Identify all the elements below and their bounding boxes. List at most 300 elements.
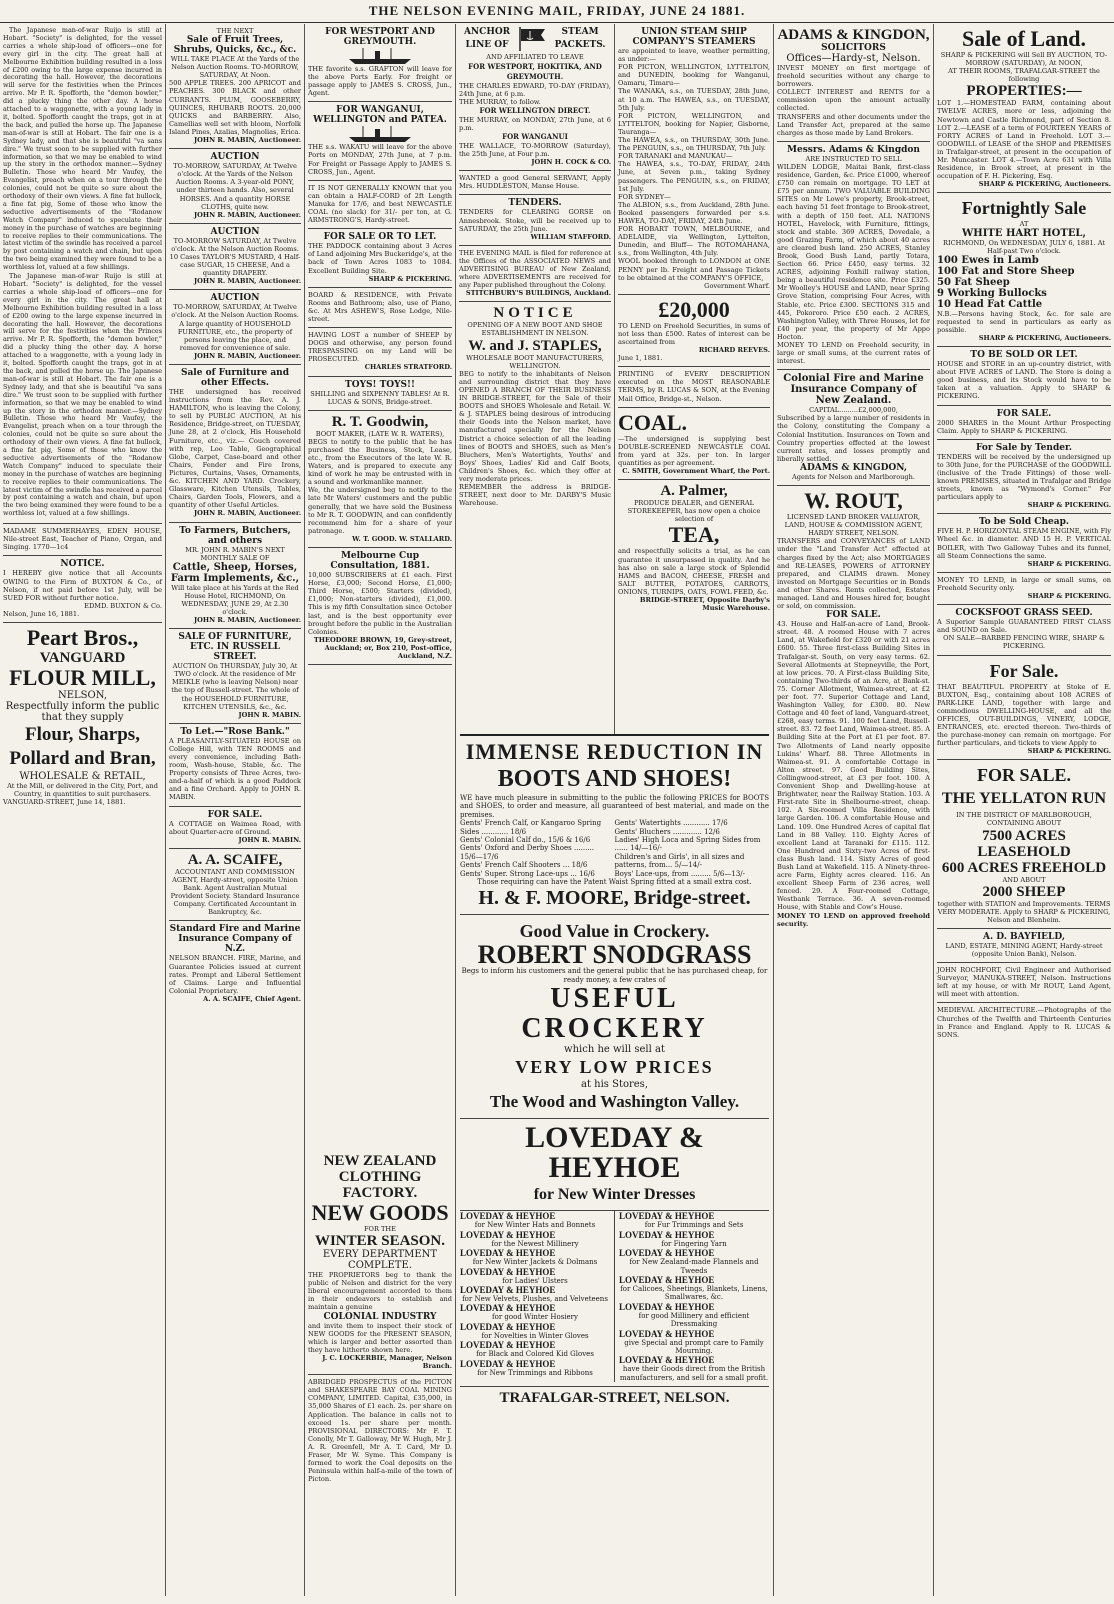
farmers-signature: JOHN R. MABIN, Auctioneer. — [194, 616, 301, 625]
loveday-item: for Ladies' Ulsters — [502, 1276, 568, 1285]
tenders-heading: TENDERS. — [508, 198, 562, 209]
snodgrass-heading: ROBERT SNODGRASS — [477, 940, 752, 970]
loveday-item: for the Newest Millinery — [491, 1239, 579, 1248]
notice-ad — [3, 556, 162, 623]
auction-2-text: TO-MORROW SATURDAY, At Twelve o'clock. At the Nelson Auction Rooms. 10 Cases TAYLOR'S MUSTARD, 4 Half-case SUGAR, 15 CHEESE, And a quantity DRAPERY. — [169, 236, 301, 278]
peart-ad — [3, 623, 162, 810]
sale-furniture-ad — [169, 629, 301, 724]
nzc-colonial: COLONIAL INDUSTRY — [323, 1311, 437, 1322]
fortnightly-note: N.B.—Persons having Stock, &c. for sale are requested to send in particulars as early as possible. — [937, 309, 1111, 334]
farmers-heading: To Farmers, Butchers, and others — [179, 525, 291, 546]
standard-signature: A. A. SCAIFE, Chief Agent. — [203, 994, 301, 1003]
union-route-1: FOR PICTON, WELLINGTON, LYTTELTON, and DUNEDIN, booking for Wanganui, Oamaru, Timaru— — [618, 63, 770, 88]
snodgrass-sell: which he will sell at — [564, 1044, 665, 1056]
standard-heading: Standard Fire and Marine Insurance Company of N.Z. — [169, 924, 301, 955]
fruit-when: WILL TAKE PLACE At the Yards of the Nelson Auction Rooms. TO-MORROW, SATURDAY, At Noon. — [170, 55, 300, 80]
boots-intro: WE have much pleasure in submitting to the public the following PRICES for BOOTS and SHOES, to order and measure, all guaranteed of best material, and made on the premises. — [460, 794, 769, 819]
yellaton-and-about: AND ABOUT — [1002, 875, 1046, 884]
fortnightly-sale-ad — [937, 193, 1111, 347]
ak-sell-ad — [777, 142, 930, 370]
nzc-every-dept: EVERY DEPARTMENT COMPLETE. — [322, 1249, 438, 1272]
rochfort-ad — [937, 963, 1111, 1003]
sold-let-heading: TO BE SOLD OR LET. — [970, 350, 1078, 361]
nzc-signature: J. C. LOCKERBIE, Manager, Nelson Branch. — [322, 1353, 452, 1371]
very-low-prices: VERY LOW PRICES — [515, 1057, 714, 1078]
wanganui-ad — [308, 102, 452, 180]
nzc-for-the: FOR THE — [363, 1225, 396, 1233]
fortnightly-hotel: WHITE HART HOTEL, — [962, 227, 1086, 239]
paddock-text: THE PADDOCK containing about 3 Acres of Land adjoining Mrs Buckeridge's, at the back of Town Acres 1083 to 1084. Excellent Building Site. — [308, 242, 452, 275]
union-signature: Government Wharf. — [704, 281, 770, 290]
crockery-heading: Good Value in Crockery. — [519, 921, 710, 942]
price-line: Gents' Colonial Calf do., 15/6 & 16/6 — [460, 836, 591, 845]
peart-wholesale: WHOLESALE & RETAIL, — [19, 771, 146, 783]
scaife-text: ACCOUNTANT AND COMMISSION AGENT, Hardy-street, opposite Union Bank. Agent Australian Mutual Provident Society. Standard Insurance Company. Certificated Accountant in Bankruptcy, &c. — [170, 867, 300, 917]
rout-list: 43. House and Half-an-acre of Land, Brook-street. 48. A roomed House with 7 acres Land, at Wakefield for £320 or with 21 acres £600. 55. Three first-class Building Sites in Trafalgar-st. South, on very easy terms. 62. Several Allotments at Stepneyville, the Port, at low prices. 70. A First-class Building Site, containing Two-thirds of an Acre, at Bank-st. 75. Corner Allotment, Waimea-street, at £2 per foot. 77. Superior Cottage and Land, Washington Valley, for £300. 80. New Cottage and 40 feet of land, Vanguard-street, £268, easy terms. 91. 100 feet Land, Russell-street. 83. 72 feet Land, Waimea-street. 85. A Building Site at the Port at £1 per foot. 87. Two Allotments of Land nearly opposite Lukins' Wharf. 88. Three Allotments in Waimea-st. 91. A comfortable Cottage in Alton street. 97. Good Building Sites, Collingwood-street, at £3 per foot. 100. A Convenient Shop and Dwelling-house at Brightwater, near the Railway Station. 103. A First-rate Site in Shelbourne-street, cheap. 102. A Six-roomed Villa Residence, with large Garden. 106. A comfortable House and Land. 109. One Hundred Acres of capital flat Land in 88 Valley. 110. Eighty Acres of excellent Land at Taranaki for £115. 112. One Hundred and Sixty-two Acres of first-class Bush land. 114. Sixty Acres of good Bush Land at Wakefield. 115. A Ninety-three-acre Farm, Eighty acres cleared. 116. An excellent Sheep Farm of 236 acres, well fenced. 29. A Four-roomed Cottage, Westbank Terrace. 36. A seven-roomed House, with Stable and Cow's House. — [777, 620, 930, 912]
wanganui-text: THE s.s. WAKATU will leave for the above Ports on MONDAY, 27th June, at 7 p.m. For Freight or Passage Apply to JAMES S. CROSS, Jun., Agent. — [308, 143, 452, 176]
cf-heading: Colonial Fire and Marine Insurance Company of New Zealand. — [783, 373, 924, 407]
madame-text: MADAME SUMMERHAYES, EDEN HOUSE, Nile-street East, Teacher of Piano, Organ, and Singing. 1770—1c4 — [3, 527, 162, 552]
board-text: BOARD & RESIDENCE, with Private Rooms and Bathroom; also, use of Piano, &c. At Mrs ASHEW'S, Rose Lodge, Nile-street. — [308, 290, 452, 323]
loveday-name: LOVEDAY & HEYHOE — [460, 1284, 556, 1295]
ak2-heading: Messrs. Adams & Kingdon — [787, 144, 920, 155]
loveday-item: have their Goods direct from the British manufacturers, and sell for a small profit. — [619, 1365, 769, 1382]
madame-ad — [3, 524, 162, 556]
yellaton-sheep: 2000 SHEEP — [982, 883, 1066, 900]
loveday-name: LOVEDAY & HEYHOE — [619, 1211, 715, 1222]
loveday-name: LOVEDAY & HEYHOE — [460, 1248, 556, 1259]
rout-text: TRANSFERS and CONVEYANCES of LAND under the "Land Transfer Act" effected at charges fixed by the Act; also MORTGAGES and RE-LEASES, POWERS of ATTORNEY prepared, and CLAIMS drawn. Money invested on Mortgage Securities or in Bonds and other Shares. Rents collected, Estates managed. Land and Houses hired for, bought or sold, on commission. — [777, 537, 930, 611]
auction-1-ad — [169, 149, 301, 224]
armstrong-text: IT IS NOT GENERALLY KNOWN that you can obtain a HALF-CORD of 2ft Length Manuka for 17/6, and best NEWCASTLE COAL (no slack) for 31/- per ton, at G. ARMSTRONG'S, Hardy-street. — [308, 183, 452, 225]
coal-company-text: ABRIDGED PROSPECTUS of the PICTON and SHAKESPEARE BAY COAL MINING COMPANY, LIMITED. Capital, £35,000, in 35,000 Shares of £1 each. 2s. per share on Application. The balance in calls not to exceed 1s. per share per month. PROVISIONAL DIRECTORS: Mr F. T. Conolly, Mr T. Galloway, Mr W. Hugh, Mr J. A. R. Greenfell, Mr A. T. Card, Mr D. Fraser, Mr W. Syme. This Company is formed to work the Coal deposits on the Peninsula within half-a-mile of the town of Picton. — [308, 1378, 452, 1484]
steamship-icon — [345, 125, 415, 143]
peart-delivery: At the Mill, or delivered in the City, Port, and Country, in quantities to suit purchasers. — [7, 782, 158, 799]
tender-text: TENDERS will be received by the undersigned up to 30th June, for the PURCHASE of the GOODWILL (inclusive of the Trade Fittings) of those well-known PREMISES, situated in Trafalgar and Bridge streets, known as "Wymond's Corner." For particulars apply to — [937, 452, 1111, 502]
rout-for-sale: FOR SALE. — [826, 610, 881, 621]
union-steamship-ad — [618, 24, 770, 295]
loveday-name: LOVEDAY & HEYHOE — [460, 1266, 556, 1277]
loan-signature: RICHARD REEVES. — [698, 346, 770, 355]
loveday-address: TRAFALGAR-STREET, NELSON. — [460, 1386, 769, 1406]
furniture-ad — [169, 365, 301, 523]
bayfield-text: LAND, ESTATE, MINING AGENT, Hardy-street (opposite Union Bank), Nelson. — [945, 941, 1103, 958]
anchor-sailing-4: THE WALLACE, TO-MORROW (Saturday), the 25th June, at Four p.m. — [459, 141, 611, 159]
union-sailing-2: The HAWEA, s.s., on THURSDAY, 30th June. The PENGUIN, s.s., on THURSDAY, 7th July. — [618, 136, 770, 153]
stock-line: 50 Fat Sheep — [937, 276, 1010, 288]
melbourne-cup-text: 10,000 SUBSCRIBERS at £1 each. First Horse, £3,000; Second Horse, £1,000; Third Horse, £500; Starters (divided), £1,000; Non-starters (divided), £1,000. This is my fifth Consultation since October last, and is the best opportunity ever brought before the public in the Australian Colonies. — [308, 571, 452, 636]
furniture-heading: Sale of Furniture and other Effects. — [180, 368, 290, 388]
sale-land-heading: Sale of Land. — [961, 26, 1087, 51]
stock-line: 100 Ewes in Lamb — [937, 254, 1039, 266]
cocksfoot-heading: COCKSFOOT GRASS SEED. — [955, 608, 1093, 619]
column-4 — [456, 24, 614, 732]
coal-signature: C. SMITH, Government Wharf, the Port. — [622, 467, 770, 476]
for-sale-text: A COTTAGE on Waimea Road, with about Quarter-acre of Ground. — [169, 819, 301, 836]
buxton-text: THAT BEAUTIFUL PROPERTY at Stoke of E. BUXTON, Esq., containing about 108 ACRES of PARK-LIKE LAND, together with large and commodious DWELLING-HOUSE, and all the OFFICES, OUT-BUILDINGS, VINERY, LODGE, ENTRANCES, etc. erected thereon. Two-thirds of the purchase-money can remain on mortgage. For further particulars, and tickets to view Apply to — [937, 682, 1111, 748]
westport-heading: FOR WESTPORT AND GREYMOUTH. — [325, 27, 435, 47]
medieval-text: MEDIEVAL ARCHITECTURE.—Photographs of the Churches of the Twelfth and Thirteenth Centuries in France and England. Apply to R. LUCAS & SONS. — [937, 1006, 1111, 1039]
column-2 — [166, 24, 304, 1596]
news-story — [3, 24, 162, 524]
goodwin-text: BEGS to notify to the public that he has purchased the Business, Stock, Lease, etc., from the Executors of the late W. R. Waters, and is prepared to execute any kind of work he may be entrusted with in a sound and workmanlike manner. — [308, 437, 452, 487]
nzc-text-2: and invite them to inspect their stock of NEW GOODS for the PRESENT SEASON, which is larger and better assorted than they have hitherto shown here. — [308, 1321, 452, 1354]
auction-2-signature: JOHN R. MABIN, Auctioneer. — [194, 277, 301, 286]
nzc-heading-2: CLOTHING FACTORY. — [338, 1169, 422, 1201]
loveday-item: for Black and Colored Kid Gloves — [476, 1350, 594, 1359]
snodgrass-address: The Wood and Washington Valley. — [489, 1092, 740, 1112]
rout-sub: LICENSED LAND BROKER VALUATOR, LAND, HOUSE & COMMISSION AGENT, — [784, 513, 923, 530]
loveday-item: for Novelties in Winter Gloves — [481, 1331, 589, 1340]
wide-ad-section — [456, 734, 773, 1596]
anchor-label: ANCHOR — [463, 27, 511, 37]
goodwin-text-2: We, the undersigned beg to notify to the late Mr Waters' customers and the public generally, that we have sold the Business to Mr R. T. GOODWIN, and can confidently recommend him for a share of your patronage. — [308, 486, 452, 535]
loveday-name: LOVEDAY & HEYHOE — [619, 1328, 715, 1339]
loveday-name: LOVEDAY & HEYHOE — [619, 1301, 715, 1312]
price-line: Gents' Super. Strong Lace-ups ... 16/6 — [460, 869, 595, 878]
masthead-title: THE NELSON EVENING MAIL, FRIDAY, JUNE 24 1881. — [368, 3, 746, 18]
union-heading: UNION STEAM SHIP COMPANY'S STEAMERS — [632, 27, 756, 47]
cf-capital: CAPITAL.........£2,000,000, — [809, 406, 898, 415]
furniture-text: THE undersigned has received instructions from the Rev. A. J. HAMILTON, who is leaving the Colony, to sell by PUBLIC AUCTION, At his Residence, Bridge-street, on TUESDAY, June 28, at 2 o'clock, His Household Furniture, etc., viz.— Couch covered with rep, Loo Table, Geographical Globe, Carpet, Case-board and other Chairs, Fender and Fire Irons, Pictures, Curtains, Vases, Ornaments, &c. KITCHEN AND YARD. Crockery, Glassware, Kitchen Utensils, Tables, Chairs, Garden Tools, Flowers, and a quantity of other Useful Articles. — [169, 388, 302, 510]
ak-heading: ADAMS & KINGDON, — [777, 27, 930, 43]
yellaton-leasehold: 7500 ACRES LEASEHOLD — [977, 827, 1071, 860]
staples-opening: OPENING OF A NEW BOOT AND SHOE ESTABLISHMENT IN NELSON. — [467, 321, 603, 338]
price-line: Ladies' High Loca and Spring Sides from ...... 14/—16/- — [614, 836, 761, 853]
loveday-right — [615, 1211, 770, 1382]
ak2-sub: ARE INSTRUCTED TO SELL — [805, 154, 902, 163]
medieval-ad — [937, 1003, 1111, 1042]
loveday-item: for Fingering Yarn — [661, 1239, 727, 1248]
yellaton-district: IN THE DISTRICT OF MARLBOROUGH, CONTAINING ABOUT — [956, 811, 1092, 828]
loan-text: TO LEND on Freehold Securities, in sums of not less than £500. Rates of interest can be ascertained from — [618, 321, 770, 346]
anchor-sub: AND AFFILIATED TO LEAVE — [486, 53, 584, 62]
cocksfoot-text: A Superior Sample GUARANTEED FIRST CLASS and SOUND on Sale. — [937, 618, 1111, 635]
notice-heading: NOTICE. — [60, 559, 105, 570]
loveday-name: LOVEDAY & HEYHOE — [460, 1321, 556, 1332]
furniture-signature: JOHN R. MABIN, Auctioneer. — [194, 509, 301, 518]
price-line: Children's and Girls', in all sizes and patterns, from... 5/—14/- — [614, 852, 745, 870]
shares-text: 2000 SHARES in the Mount Arthur Prospecting Claim. Apply to SHARP & PICKERING. — [937, 418, 1111, 435]
anchor-header — [459, 27, 611, 53]
column-1 — [0, 24, 165, 1596]
peart-nelson: NELSON, — [57, 690, 108, 702]
price-line: Gents' French Calf, or Kangaroo Spring Sides ............ 18/6 — [460, 819, 602, 836]
shares-heading: FOR SALE. — [996, 408, 1052, 419]
palmer-ad — [618, 480, 770, 616]
buxton-heading: For Sale. — [989, 660, 1059, 681]
rochfort-text: JOHN ROCHFORT, Civil Engineer and Authorised Surveyor, MANUKA-STREET, Nelson. Instructions left at my house, or with Mr ROUT, Land Agent, will meet with attention. — [937, 966, 1111, 999]
colonial-fire-ad — [777, 370, 930, 486]
anchor-dest: FOR WESTPORT, HOKITIKA, AND GREYMOUTH. — [468, 61, 602, 81]
union-wool: WOOL booked through to LONDON at ONE PENNY per lb. Freight and Passage Tickets to be obtained at the COMPANY'S OFFICE, — [618, 257, 770, 282]
loveday-item: for Calicoes, Sheetings, Blankets, Linens, Smallwares, &c. — [620, 1284, 768, 1302]
yellaton-ad — [937, 760, 1111, 929]
loveday-heyhoe-ad — [460, 1119, 769, 1410]
fortnightly-at: AT — [1019, 220, 1029, 229]
money-text: MONEY TO LEND, in large or small sums, on Freehold Security only. — [937, 575, 1111, 592]
staples-notice: NOTICE — [493, 305, 577, 322]
union-route-2: FOR PICTON, WELLINGTON, and LYTTELTON, booking for Napier, Gisborne, Tauranga— — [618, 111, 770, 136]
rout-heading: W. ROUT, — [804, 488, 903, 514]
snodgrass-intro: Begs to inform his customers and the general public that he has purchased cheap, for ready money, a few crates of — [461, 967, 768, 984]
loveday-item: for good Winter Hosiery — [492, 1313, 578, 1322]
tender-ad — [937, 440, 1111, 515]
palmer-intro: PRODUCE DEALER, and GENERAL STOREKEEPER, has now open a choice selection of — [627, 499, 761, 524]
for-sale-heading: FOR SALE. — [207, 809, 263, 820]
for-sale-ad — [169, 807, 301, 849]
servant-ad — [459, 171, 611, 195]
printing-ad — [618, 367, 770, 407]
sale-furniture-text: AUCTION On THURSDAY, July 30, At TWO o'clock. At the residence of Mr MEIKLE (who is leaving Nelson) near the top of Russell-street. The whole of the HOUSEHOLD FURNITURE, KITCHEN UTENSILS, &c., &c. — [171, 662, 299, 711]
immense-heading: IMMENSE REDUCTION IN — [465, 739, 764, 764]
price-line: Boys' Lace-ups, from ......... 5/6—13/- — [614, 869, 745, 878]
cf-signature: ADAMS & KINGDON, — [800, 462, 907, 473]
standard-text: NELSON BRANCH. FIRE, Marine, and Guarantee Policies issued at current rates. Prompt and Liberal Settlement of Claims. Large and Influential Colonial Proprietary. — [169, 954, 301, 995]
loveday-item: for New Winter Hats and Bonnets — [474, 1221, 596, 1230]
yellaton-freehold: 600 ACRES FREEHOLD — [941, 859, 1107, 876]
peart-heading: Peart Bros., — [26, 625, 139, 651]
sale-land-properties: PROPERTIES:— — [966, 83, 1082, 100]
clothing-factory-ad — [308, 1150, 452, 1375]
paddock-signature: SHARP & PICKERING. — [368, 274, 452, 283]
union-route-4: FOR SYDNEY— — [618, 192, 671, 201]
servant-text: WANTED a good General SERVANT, Apply Mrs. HUDDLESTON, Manse House. — [459, 174, 611, 191]
sold-cheap-signature: SHARP & PICKERING. — [1027, 559, 1111, 568]
cf-text: Subscribed by a large number of residents in the Colony, constituting the Company a Colonial Institution. Insurances on Town and Country properties effected at the lowest current rates, and losses promptly and liberally settled. — [777, 414, 930, 463]
loveday-name: LOVEDAY & HEYHOE — [619, 1355, 715, 1366]
loveday-item: for good Millinery and efficient Dressmaking — [638, 1311, 750, 1329]
auction-1-heading: AUCTION — [210, 152, 260, 163]
loveday-item: for New Trimmings and Ribbons — [477, 1368, 593, 1377]
anchor-sailing-2: THE MURRAY, to follow. — [459, 97, 541, 106]
fruit-trees-ad — [169, 24, 301, 149]
money-ad — [937, 573, 1111, 605]
board-ad — [308, 288, 452, 328]
fortnightly-when: RICHMOND, On WEDNESDAY, JULY 6, 1881. At Half-past Two o'clock. — [943, 238, 1105, 255]
stock-line: 100 Fat and Store Sheep — [937, 265, 1075, 277]
rout-money: MONEY TO LEND on approved freehold security. — [777, 911, 930, 928]
anchor-wanganui: FOR WANGANUI — [502, 131, 568, 141]
loveday-name: LOVEDAY & HEYHOE — [460, 1211, 556, 1222]
coal-heading: COAL. — [618, 409, 688, 435]
auction-3-signature: JOHN R. MABIN, Auctioneer. — [194, 351, 301, 360]
stock-line: 9 Working Bullocks — [937, 287, 1047, 299]
scaife-ad — [169, 849, 301, 922]
paddock-heading: FOR SALE OR TO LET. — [323, 232, 437, 243]
boots-price-table — [460, 819, 769, 878]
notice-text: I HEREBY give notice that all Accounts OWING to the Firm of BUXTON & Co., of Nelson, if not paid before 1st July, will be SUED FOR without further notice. — [3, 569, 162, 602]
sale-land-signature: SHARP & PICKERING, Auctioneers. — [978, 180, 1111, 189]
loveday-name: LOVEDAY & HEYHOE — [619, 1248, 715, 1259]
westport-text: THE favorite s.s. GRAFTON will leave for the above Ports Early. For freight or passage apply to JAMES S. CROSS, Jun., Agent. — [308, 65, 452, 98]
loveday-name: LOVEDAY & HEYHOE — [460, 1303, 556, 1314]
loveday-table — [460, 1210, 769, 1382]
adams-kingdon-ad — [777, 24, 930, 142]
goodwin-heading: R. T. Goodwin, — [331, 413, 429, 430]
steamship-icon — [345, 47, 415, 65]
auction-3-heading: AUCTION — [210, 293, 260, 304]
price-line: Gents' French Calf Shooters ... 18/6 — [460, 861, 588, 870]
tender-heading: For Sale by Tender. — [975, 442, 1073, 453]
fortnightly-list — [937, 255, 1111, 310]
fortnightly-heading: Fortnightly Sale — [961, 198, 1087, 219]
fortnightly-signature: SHARP & PICKERING, Auctioneers. — [978, 333, 1111, 342]
loveday-item: for New Zealand-made Flannels and Tweeds — [629, 1258, 759, 1275]
union-route-3: FOR TARANAKI and MANUKAU— — [618, 152, 733, 161]
melbourne-cup-signature: THEODORE BROWN, 19, Grey-street, Auckland; or, Box 210, Post-office, Auckland, N.Z. — [313, 635, 452, 660]
yellaton-terms: together with STATION and Improvements. TERMS VERY MODERATE. Apply to SHARP & PICKERING, Nelson and Blenheim. — [937, 899, 1111, 924]
boots-shoes-heading: BOOTS AND SHOES! — [497, 766, 732, 792]
price-line: Gents' Watertights ............ 17/6 — [614, 819, 728, 828]
masthead — [0, 0, 1114, 23]
prices-right — [615, 819, 770, 878]
auction-3-ad — [169, 290, 301, 365]
staples-heading: W. and J. STAPLES, — [468, 337, 602, 354]
tenders-ad — [459, 195, 611, 245]
to-let-ad — [169, 724, 301, 807]
boots-note: Those requiring can have the Patent Waist Spring fitted at a small extra cost. — [477, 878, 752, 887]
money-signature: SHARP & PICKERING. — [1027, 592, 1111, 601]
sold-cheap-heading: To be Sold Cheap. — [979, 517, 1069, 528]
fruit-signature: JOHN R. MABIN, Auctioneer. — [194, 136, 301, 145]
union-intro: are appointed to leave, weather permitting, as under:— — [618, 47, 770, 64]
peart-vanguard: VANGUARD — [39, 650, 126, 667]
coal-ad — [618, 408, 770, 480]
goodwin-signature: W. T. GOOD. W. STALLARD. — [352, 534, 452, 543]
ak-sub: SOLICITORS — [821, 43, 886, 53]
yellaton-heading: THE YELLATON RUN — [941, 790, 1107, 808]
fruit-list: 500 APPLE TREES. 200 APRICOT and PEACHES. 300 BLACK and other CURRANTS. PLUM, GOOSEBERRY, QUINCES, RHUBARB ROOTS. 20,000 QUICKS and BARBERRY. Also, Camellias well set with bloom, Norfolk Island Pines, Azalias, Magnolias, Erica. — [169, 79, 301, 136]
anchor-sailing-3: THE MURRAY, on MONDAY, 27th June, at 6 p.m. — [459, 115, 611, 132]
bayfield-ad — [937, 929, 1111, 963]
notice-date: Nelson, June 16, 1881. — [3, 609, 80, 618]
loveday-item: for Fur Trimmings and Sets — [644, 1221, 744, 1230]
bayfield-heading: A. D. BAYFIELD, — [983, 931, 1065, 942]
prices-left — [460, 819, 615, 878]
auction-1-text: TO-MORROW, SATURDAY, At Twelve o'clock. At the Yards of the Nelson Auction Rooms. A 3-year-old PONY, under thirteen hands. Also, several HORSES. And a quantity HORSE CLOTHS, quite new. — [173, 162, 297, 211]
column-6 — [774, 24, 933, 1596]
sold-cheap-text: FIVE H. P. HORIZONTAL STEAM ENGINE, with Fly Wheel &c. in diameter. AND 15 H. P. VERTICAL BOILER, with Two Galloway Tubes and its funnel, all Steam Connections the same. — [937, 527, 1111, 560]
column-3-lower — [305, 1150, 455, 1596]
union-sailing-4: The ALBION, s.s., from Auckland, 28th June. Booked passengers forwarded per s.s. HAWEA, TO-DAY, FRIDAY, 24th June. — [618, 200, 770, 225]
sheep-signature: CHARLES STRATFORD. — [364, 363, 452, 372]
peart-flour-mill: FLOUR MILL, — [9, 665, 156, 691]
toys-text: SHILLING and SIXPENNY TABLES! At R. LUCAS & SONS, Bridge-street. — [310, 389, 450, 406]
evening-mail-signature: STITCHBURY'S BUILDINGS, Auckland. — [465, 289, 611, 298]
loan-amount: £20,000 — [658, 296, 730, 322]
armstrong-ad — [308, 181, 452, 229]
anchor-sailing-1: THE CHARLES EDWARD, TO-DAY (FRIDAY), 24th June, at 6 p.m. — [459, 81, 611, 98]
coal-text: —The undersigned is supplying best DOUBLE-SCREENED NEWCASTLE COAL from yard at 32s. per ton. In larger quantities as per agreement. — [618, 434, 770, 467]
evening-mail-text: THE EVENING MAIL is filed for reference at the Offices of the ASSOCIATED NEWS and ADVERTISING BUREAU of New Zealand, where ADVERTISEMENTS are received for any Paper published throughout the Colony. — [459, 248, 611, 290]
loveday-left — [460, 1211, 615, 1382]
to-let-heading: To Let.—"Rose Bank." — [180, 726, 290, 737]
palmer-address: BRIDGE-STREET, Opposite Darby's Music Warehouse. — [639, 595, 770, 613]
for-sale-signature: JOHN R. MABIN. — [238, 835, 301, 844]
peart-pollard-bran: Pollard and Bran, — [9, 748, 156, 770]
shares-ad — [937, 406, 1111, 440]
nzc-winter: WINTER SEASON. — [314, 1233, 446, 1250]
stock-line: 10 Head Fat Cattle — [937, 298, 1043, 310]
to-let-text: A PLEASANTLY-SITUATED HOUSE on College Hill, with TEN ROOMS and every convenience, including Bath-room, Wash-house, Stable, &c. The Property consists of Three Acres, two-and-a-half of which is a good Paddock and a fine Orchard. Apply to JOHN R. MABIN. — [169, 736, 301, 802]
price-line: Gents' Bluchers ............. 12/6 — [614, 827, 720, 836]
useful-crockery: USEFUL CROCKERY — [521, 983, 708, 1045]
loveday-heading: LOVEDAY & HEYHOE — [525, 1121, 704, 1185]
fruit-heading: Sale of Fruit Trees, Shrubs, Quicks, &c., &c. — [173, 35, 297, 56]
tenders-text: TENDERS for CLEARING GORSE on Annesbrook. Stoke, will be received up to SATURDAY, the 25th June. — [459, 208, 611, 233]
story-text-continued: The Japanese man-of-war Ruijo is still at Hobart. "Society" is delighted, for the vessel carries a whole ship-load of officers—one for every girl in the city. The great hall at Melbourne Exhibition building resulted in a loss of £200 owing to the large expense incurred in decorating the hall. However, the decorations will serve for the festivities when the Princes arrive. Mr P. R. Spofforth, the "demon bowler," did a plucky thing the other day. A horse attached to a waggonette, with a young lady in it, bolted. Spofforth caught the traps, got in at the back, and pulled the horse up. The Japanese man-of-war is still at Hobart. The fair one is a Sydney lady, and that she is beautiful "va sans dire." We trust soon to be supplied with further information, so that we may be enabled to wind up the story in the orthodox manner.—Sydney Bulletin. Those who heard Mr Vaufey, the Evangelist, preach when on a tour through the colonies, could not be quite so sure about the orthodoxy of their own views. A fine fat bullock, a fine fat pig, Some of those who know the seductive advertisements of the "Rodanow Watch Company" induced to speculate their money in the purchase of watches are beginning to receive replies to their communications. The latest victim of the swindle has received a parcel by post containing a watch and chain, but upon the two being examined they were found to be a worthless lot, valued at a few shillings. — [3, 272, 162, 518]
staples-ad — [459, 302, 611, 511]
tenders-signature: WILLIAM STAFFORD. — [530, 232, 611, 241]
boots-shoes-ad — [460, 734, 769, 915]
sale-land-lots: LOT 1.—HOMESTEAD FARM, containing about TWELVE ACRES, more or less, adjoining the Newtown and Castle Richmond, part of Section 8. LOT 2.—LEASE of a term of FOURTEEN YEARS of FORTY ACRES of Land in Freehold. LOT 3.—GOODWILL of LEASE of the SHOP and PREMISES in Trafalgar-street, at present in the occupation of Mr. Muncaster. LOT 4.—Town Acre 631 with Villa Residence, in Brook street, at present in the occupation of F. H. Pickering, Esq. — [937, 99, 1111, 181]
scaife-heading: A. A. SCAIFE, — [187, 851, 283, 868]
steam-label: STEAM — [561, 27, 599, 37]
loveday-name: LOVEDAY & HEYHOE — [460, 1229, 556, 1240]
nzc-new-goods: NEW GOODS — [311, 1200, 449, 1225]
paddock-ad — [308, 229, 452, 287]
evening-mail-ad — [459, 246, 611, 303]
union-sailing-1: The WANAKA, s.s., on TUESDAY, 28th June, at 10 a.m. The HAWEA, s.s., on TUESDAY, 5th July. — [618, 87, 770, 112]
staples-text: BEG to notify to the inhabitants of Nelson and surrounding district that they have OPENED A BRANCH OF THEIR BUSINESS IN BRIDGE-STREET, for the Sale of their BOOTS and SHOES Wholesale and Retail. W. & J. STAPLES being desirous of introducing their Goods into the Nelson market, have manufactured specially for the Nelson District a choice selection of all the leading lines of BOOTS and SHOES, such as Men's Bluchers, Men's Watertights, Youths' and Boys' Shoes, Ladies' Kid and Calf Boots, Children's Shoes, &c. which they offer at very moderate prices. — [459, 369, 611, 483]
sheep-text: HAVING LOST a number of SHEEP by DOGS and otherwise, any person found TRESPASSING on my Land will be PROSECUTED. — [308, 331, 452, 364]
sale-furniture-heading: SALE OF FURNITURE, ETC. IN RUSSELL STREET. — [178, 632, 292, 663]
tender-signature: SHARP & PICKERING. — [1027, 501, 1111, 510]
peart-flour-sharps: Flour, Sharps, — [25, 724, 140, 746]
cf-agents: Agents for Nelson and Marlborough. — [792, 472, 915, 481]
ak2-money: MONEY TO LEND on Freehold security, in large or small sums, at the current rates of interest. — [777, 341, 930, 366]
auction-3-text: TO-MORROW, SATURDAY, At Twelve o'clock. At the Nelson Auction Rooms. A large quantity of HOUSEHOLD FURNITURE, etc., the property of persons leaving the place, and removed for convenience of sale. — [171, 303, 299, 352]
palmer-tea: TEA, — [668, 522, 720, 548]
auction-2-ad — [169, 224, 301, 291]
loan-date: June 1, 1881. — [618, 354, 663, 363]
goodwin-sub: BOOT MAKER, (LATE W. R. WATERS), — [315, 429, 445, 438]
sold-let-ad — [937, 347, 1111, 405]
palmer-text: and respectfully solicits a trial, as he can guarantee it unsurpassed in quality. And he has also on sale a large stock of Splendid HAMS and BACON, CHEESE, FRESH and SALT BUTTER, POTATOES, CARROTS, ONIONS, TURNIPS, OATS, FOWL FEED, &c. — [618, 547, 770, 596]
loveday-name: LOVEDAY & HEYHOE — [619, 1229, 715, 1240]
farmers-cattle: Cattle, Sheep, Horses, Farm Implements, &c., — [170, 561, 300, 584]
sold-let-text: HOUSE and STORE in an up-country district, with about FIVE ACRES of LAND. The Store is doing a good business, and its Stock would have to be taken at a valuation. Apply to SHARP & PICKERING. — [937, 360, 1111, 401]
farmers-ad — [169, 523, 301, 630]
barbed-wire-text: ON SALE—BARBED FENCING WIRE, SHARP & PICKERING. — [943, 634, 1105, 651]
auction-2-heading: AUCTION — [210, 226, 260, 237]
union-route-5: FOR HOBART TOWN, MELBOURNE, and ADELAIDE, via Wellington, Lyttelton, Dunedin, and Bluff— The ROTOMAHANA, s.s., from Wellington, 4th July. — [618, 225, 770, 258]
anchor-line-ad — [459, 24, 611, 171]
toys-heading: TOYS! TOYS!! — [345, 379, 415, 390]
yellaton-for-sale: FOR SALE. — [976, 765, 1072, 786]
farmers-when: Will take place at his Yards at the Red House Hotel, RICHMOND, On WEDNESDAY, JUNE 29, At 2.30 o'clock. — [171, 583, 299, 616]
nzc-text: THE PROPRIETORS beg to thank the public of Nelson and district for the very liberal encouragement accorded to them in their endeavors to establish and maintain a genuine — [308, 1271, 452, 1312]
nzc-heading-1: NEW ZEALAND — [323, 1153, 437, 1169]
farmers-line-1: MR. JOHN R. MABIN'S NEXT MONTHLY SALE OF — [185, 545, 285, 562]
loveday-name: LOVEDAY & HEYHOE — [460, 1358, 556, 1369]
anchor-wellington: FOR WELLINGTON DIRECT. — [479, 105, 591, 115]
wanganui-heading: FOR WANGANUI, WELLINGTON and PATEA. — [313, 105, 447, 126]
buxton-property-ad — [937, 656, 1111, 761]
union-sailing-3: The HAWEA, s.s., TO-DAY, FRIDAY, 24th June, at Seven p.m., taking Sydney passengers. The PENGUIN, s.s., on FRIDAY, 1st July. — [618, 160, 770, 193]
toys-ad — [308, 377, 452, 411]
anchor-signature: JOHN H. COCK & CO. — [531, 158, 611, 167]
cocksfoot-ad — [937, 605, 1111, 655]
coal-company-ad — [308, 1375, 452, 1487]
ak-transfers: TRANSFERS and other documents under the Land Transfer Act, prepared at the same charges as those made by Land Brokers. — [777, 112, 930, 137]
column-5 — [615, 24, 773, 732]
staples-sub: WHOLESALE BOOT MANUFACTURERS, WELLINGTON. — [466, 353, 604, 370]
ak-invest: INVEST MONEY on first mortgage of freehold securities without any charge to borrowers. — [777, 64, 930, 89]
loveday-item: give Special and prompt care to Family Mourning. — [624, 1338, 764, 1355]
moore-heading: H. & F. MOORE, Bridge-street. — [478, 887, 751, 910]
